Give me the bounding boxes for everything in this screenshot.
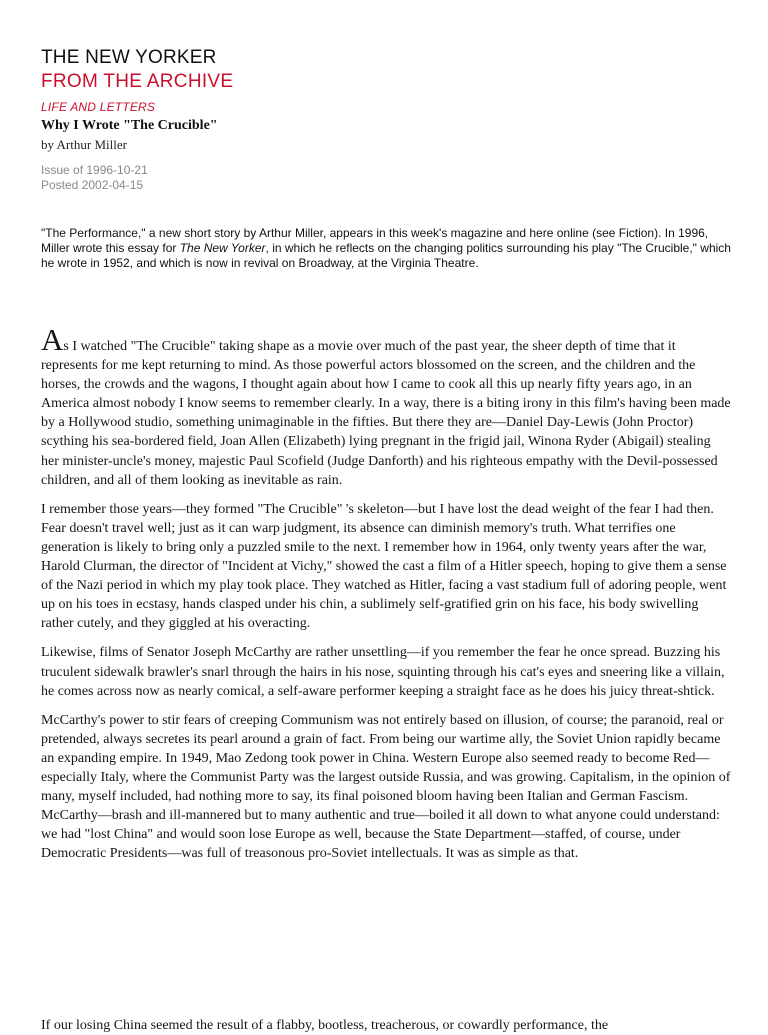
masthead (41, 46, 233, 94)
intro-text-end: , in which he reflects on the changing politics surrounding his play "The Crucible," which he wrote in 1952, and which is now in revival on Broadway, at the Virginia Theatre. (41, 241, 731, 271)
article-intro (41, 226, 731, 272)
issue-date: Issue of 1996-10-21 (41, 163, 148, 177)
article-paragraph (41, 322, 731, 490)
masthead-title[interactable]: THE NEW YORKER (41, 47, 217, 68)
article-meta (41, 163, 148, 193)
section-label[interactable]: LIFE AND LETTERS (41, 100, 156, 114)
article-body (41, 322, 731, 873)
intro-publication-name: The New Yorker (179, 241, 266, 256)
posted-date: Posted 2002-04-15 (41, 178, 144, 192)
article-headline: Why I Wrote "The Crucible" (41, 118, 218, 133)
article-paragraph: I remember those years—they formed "The Crucible" 's skeleton—but I have lost the dead weight of the fear I had then. Fear doesn't travel well; just as it can warp judgment, its absence can diminish memory's truth. What terrifies one generation is likely to bring only a puzzled smile to the next. I remember how in 1964, only twenty years after the war, Harold Clurman, the director of "Incident at Vichy," showed the cast a film of a Hitler speech, hoping to give them a sense of the Nazi period in which my play took place. They watched as Hitler, facing a vast stadium full of adoring people, went up on his toes in ecstasy, hands clasped under his chin, a sublimely self-gratified grin on his face, his body swivelling rather cutely, and they giggled at his overacting. (41, 501, 727, 632)
article-paragraph: McCarthy's power to stir fears of creeping Communism was not entirely based on illusion, of course; the paranoid, real or pretended, always secretes its pearl around a grain of fact. From being our wartime ally, the Soviet Union rapidly became an expanding empire. In 1949, Mao Zedong took power in China. Western Europe also seemed ready to become Red—especially Italy, where the Communist Party was the largest outside Russia, and was growing. Capitalism, in the opinion of many, myself included, had nothing more to say, its final poisoned bloom having been Italian and German Fascism. McCarthy—brash and ill-mannered but to many authentic and true—boiled it all down to what anyone could understand: we had "lost China" and would soon lose Europe as well, because the State Department—staffed, of course, under Democratic Presidents—was full of treasonous pro-Soviet intellectuals. It was as simple as that. (41, 712, 731, 862)
paragraph-text: s I watched "The Crucible" taking shape as a movie over much of the past year, the sheer depth of time that it represents for me kept returning to mind. As those powerful actors blossomed on the screen, and the children and the horses, the crowds and the wagons, I thought again about how I came to cook all this up nearly fifty years ago, in an America almost nobody I know seems to remember clearly. In a way, there is a biting irony in this film's having been made by a Hollywood studio, something unimaginable in the fifties. But there they are—Daniel Day-Lewis (John Proctor) scything his sea-bordered field, Joan Allen (Elizabeth) lying pregnant in the frigid jail, Winona Ryder (Abigail) stealing her minister-uncle's money, majestic Paul Scofield (Judge Danforth) and his righteous empathy with the Devil-possessed children, and all of them looking as inevitable as rain. (41, 339, 731, 488)
article-byline: by Arthur Miller (41, 137, 127, 152)
masthead-subtitle[interactable]: FROM THE ARCHIVE (41, 71, 234, 92)
article-paragraph-cutoff: If our losing China seemed the result of a flabby, bootless, treacherous, or cowardly performance, the (41, 1018, 609, 1033)
drop-cap: A (41, 322, 64, 357)
intro-text-start: "The Performance," a new short story by Arthur Miller, appears in this week's magazine and here online (see Fiction). In 1996, Miller wrote this essay for (41, 226, 709, 256)
article-paragraph: Likewise, films of Senator Joseph McCarthy are rather unsettling—if you remember the fear he once spread. Buzzing his truculent sidewalk brawler's snarl through the hairs in his nose, squinting through his cat's eyes and sneering like a villain, he comes across now as nearly comical, a self-aware performer keeping a straight face as he does his juicy threat-shtick. (41, 645, 725, 699)
